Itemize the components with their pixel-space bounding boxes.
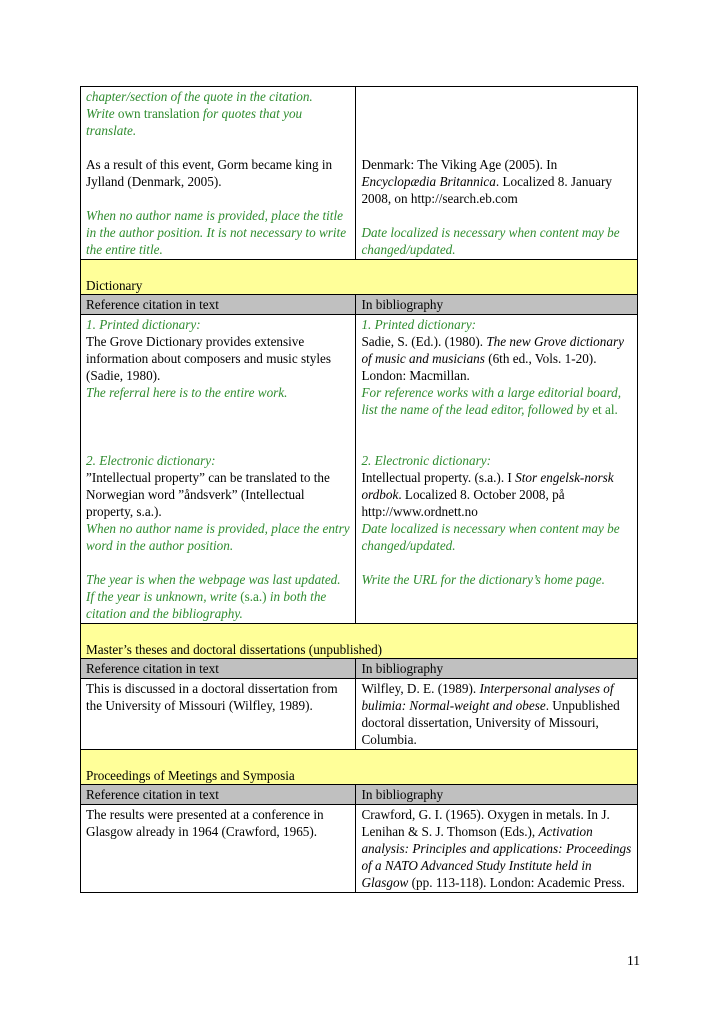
intro-reference: Denmark: The Viking Age (2005). In Encyclopædia Britannica. Localized 8. January 2008, on http://search.eb.com [361,157,612,206]
proceedings-column-headers [81,785,638,805]
url-note: Write the URL for the dictionary’s home page. [361,572,605,587]
electronic-text: ”Intellectual property” can be translated to the Norwegian word ”åndsverk” (Intellectual property, s.a.). [86,470,330,519]
proceedings-header-right: In bibliography [356,785,638,805]
printed-note: The referral here is to the entire work. [86,385,288,400]
dictionary-left-cell [81,315,356,624]
printed-label-right: 1. Printed dictionary: [361,317,477,332]
reference-table [80,86,638,893]
theses-column-headers [81,659,638,679]
theses-title: Master’s theses and doctoral dissertations (unpublished) [81,624,638,659]
theses-right-cell: Wilfley, D. E. (1989). Interpersonal analyses of bulimia: Normal-weight and obese. Unpublished doctoral dissertation, University of Missouri, Columbia. [356,679,638,750]
printed-reference: Sadie, S. (Ed.). (1980). The new Grove dictionary of music and musicians (6th ed., Vols. 1-20). London: Macmillan. [361,334,624,383]
printed-label: 1. Printed dictionary: [86,317,201,332]
intro-left-cell [81,87,356,260]
dictionary-title: Dictionary [81,260,638,295]
dictionary-section-header [81,260,638,295]
theses-header-left: Reference citation in text [81,659,356,679]
electronic-note: When no author name is provided, place the entry word in the author position. [86,521,350,553]
intro-example: As a result of this event, Gorm became king in Jylland (Denmark, 2005). [86,157,333,189]
theses-section-header [81,624,638,659]
electronic-reference: Intellectual property. (s.a.). I Stor engelsk-norsk ordbok. Localized 8. October 2008, på http://www.ordnett.no [361,470,614,519]
dictionary-row [81,315,638,624]
intro-green-line: chapter/section of the quote in the citation. [86,89,313,104]
dictionary-header-left: Reference citation in text [81,295,356,315]
intro-row [81,87,638,260]
proceedings-right-cell: Crawford, G. I. (1965). Oxygen in metals. In J. Lenihan & S. J. Thomson (Eds.), Activation analysis: Principles and applications: Proceedings of a NATO Advanced Study Institute held in Glasgow (pp. 113-118). London: Academic Press. [356,805,638,893]
dictionary-column-headers [81,295,638,315]
proceedings-header-left: Reference citation in text [81,785,356,805]
year-note: The year is when the webpage was last updated. If the year is unknown, write (s.a.) in both the citation and the bibliography. [86,572,341,621]
intro-right-note: Date localized is necessary when content may be changed/updated. [361,225,620,257]
theses-header-right: In bibliography [356,659,638,679]
proceedings-title: Proceedings of Meetings and Symposia [81,750,638,785]
theses-left-cell: This is discussed in a doctoral dissertation from the University of Missouri (Wilfley, 1989). [81,679,356,750]
electronic-label: 2. Electronic dictionary: [86,453,216,468]
electronic-label-right: 2. Electronic dictionary: [361,453,491,468]
proceedings-left-cell: The results were presented at a conference in Glasgow already in 1964 (Crawford, 1965). [81,805,356,893]
intro-right-cell [356,87,638,260]
proceedings-section-header [81,750,638,785]
theses-row [81,679,638,750]
dictionary-right-cell [356,315,638,624]
translation-note: Write own translation for quotes that you translate. [86,106,303,138]
electronic-ref-note: Date localized is necessary when content may be changed/updated. [361,521,620,553]
dictionary-header-right: In bibliography [356,295,638,315]
printed-text: The Grove Dictionary provides extensive information about composers and music styles (Sadie, 1980). [86,334,332,383]
proceedings-row [81,805,638,893]
intro-note: When no author name is provided, place the title in the author position. It is not necessary to write the entire title. [86,208,347,257]
page-number: 11 [627,953,640,968]
printed-ref-note: For reference works with a large editorial board, list the name of the lead editor, followed by et al. [361,385,622,417]
